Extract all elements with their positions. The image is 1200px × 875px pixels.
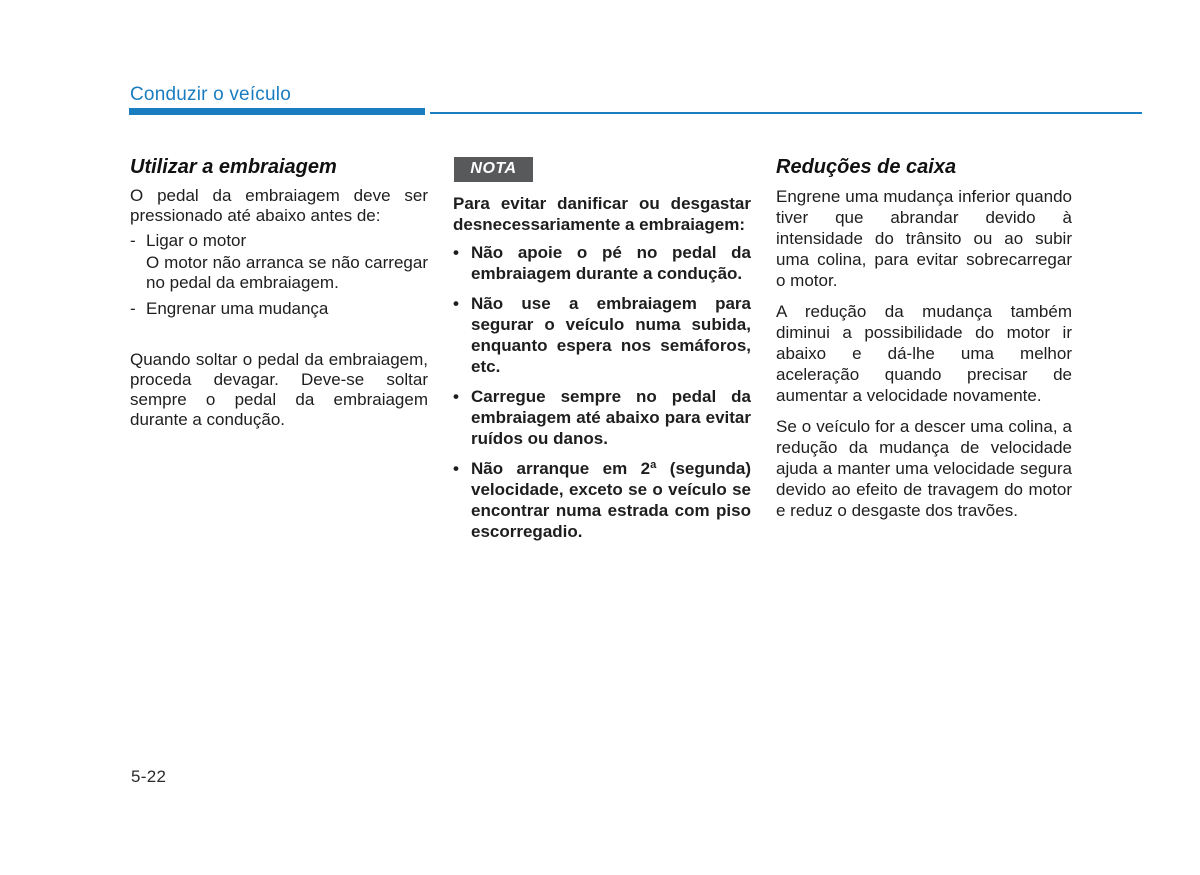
bullet-item-text: Não arranque em 2ª (segunda) velocidade, exceto se o veículo se encontrar numa estrada com piso escorregadio. <box>471 459 751 541</box>
bullet-list-item <box>453 293 751 377</box>
bullet-icon: • <box>453 459 459 478</box>
bullet-item-text: Não apoie o pé no pedal da embraiagem durante a condução. <box>471 243 751 283</box>
dash-item-text: Ligar o motor <box>146 231 247 250</box>
chapter-title: Conduzir o veículo <box>130 84 291 105</box>
note-badge: NOTA <box>454 157 533 182</box>
page-number: 5-22 <box>131 767 167 786</box>
dash-item-text: Engrenar uma mudança <box>146 299 329 318</box>
downshift-section-heading: Reduções de caixa <box>776 156 957 178</box>
dash-marker: - <box>130 299 136 318</box>
header-rule-thick <box>129 108 425 115</box>
downshift-paragraph: A redução da mudança também diminui a possibilidade do motor ir abaixo e dá-lhe uma melhor aceleração quando precisar de aumentar a velocidade novamente. <box>776 302 1072 405</box>
clutch-outro-paragraph: Quando soltar o pedal da embraiagem, proceda devagar. Deve-se soltar sempre o pedal da embraiagem durante a condução. <box>130 350 428 429</box>
dash-list-item <box>130 231 428 296</box>
bullet-list-item <box>453 458 751 542</box>
bullet-list-item <box>453 386 751 449</box>
bullet-icon: • <box>453 387 459 406</box>
section-downshifting <box>776 156 1072 531</box>
bullet-icon: • <box>453 243 459 262</box>
section-clutch-usage <box>130 156 428 430</box>
bullet-list-item <box>453 242 751 284</box>
dash-item-content <box>146 231 428 296</box>
bullet-icon: • <box>453 294 459 313</box>
header-rule-thin <box>430 112 1142 114</box>
note-intro-paragraph: Para evitar danificar ou desgastar desnecessariamente a embraiagem: <box>453 194 751 234</box>
downshift-paragraph: Engrene uma mudança inferior quando tiver que abrandar devido à intensidade do trânsito ou ao subir uma colina, para evitar sobrecarregar o motor. <box>776 187 1072 290</box>
bullet-item-text: Não use a embraiagem para segurar o veículo numa subida, enquanto espera nos semáforos, etc. <box>471 294 751 376</box>
dash-marker: - <box>130 231 136 250</box>
dash-list-item <box>130 299 428 319</box>
clutch-section-heading: Utilizar a embraiagem <box>130 156 337 178</box>
clutch-intro-paragraph: O pedal da embraiagem deve ser pressionado até abaixo antes de: <box>130 186 428 225</box>
section-note <box>453 156 751 551</box>
downshift-paragraph: Se o veículo for a descer uma colina, a redução da mudança de velocidade ajuda a manter uma velocidade segura devido ao efeito de travagem do motor e reduz o desgaste dos travões. <box>776 417 1072 520</box>
dash-item-content <box>146 299 428 319</box>
bullet-item-text: Carregue sempre no pedal da embraiagem até abaixo para evitar ruídos ou danos. <box>471 387 751 448</box>
dash-item-subtext: O motor não arranca se não carregar no pedal da embraiagem. <box>146 253 428 292</box>
